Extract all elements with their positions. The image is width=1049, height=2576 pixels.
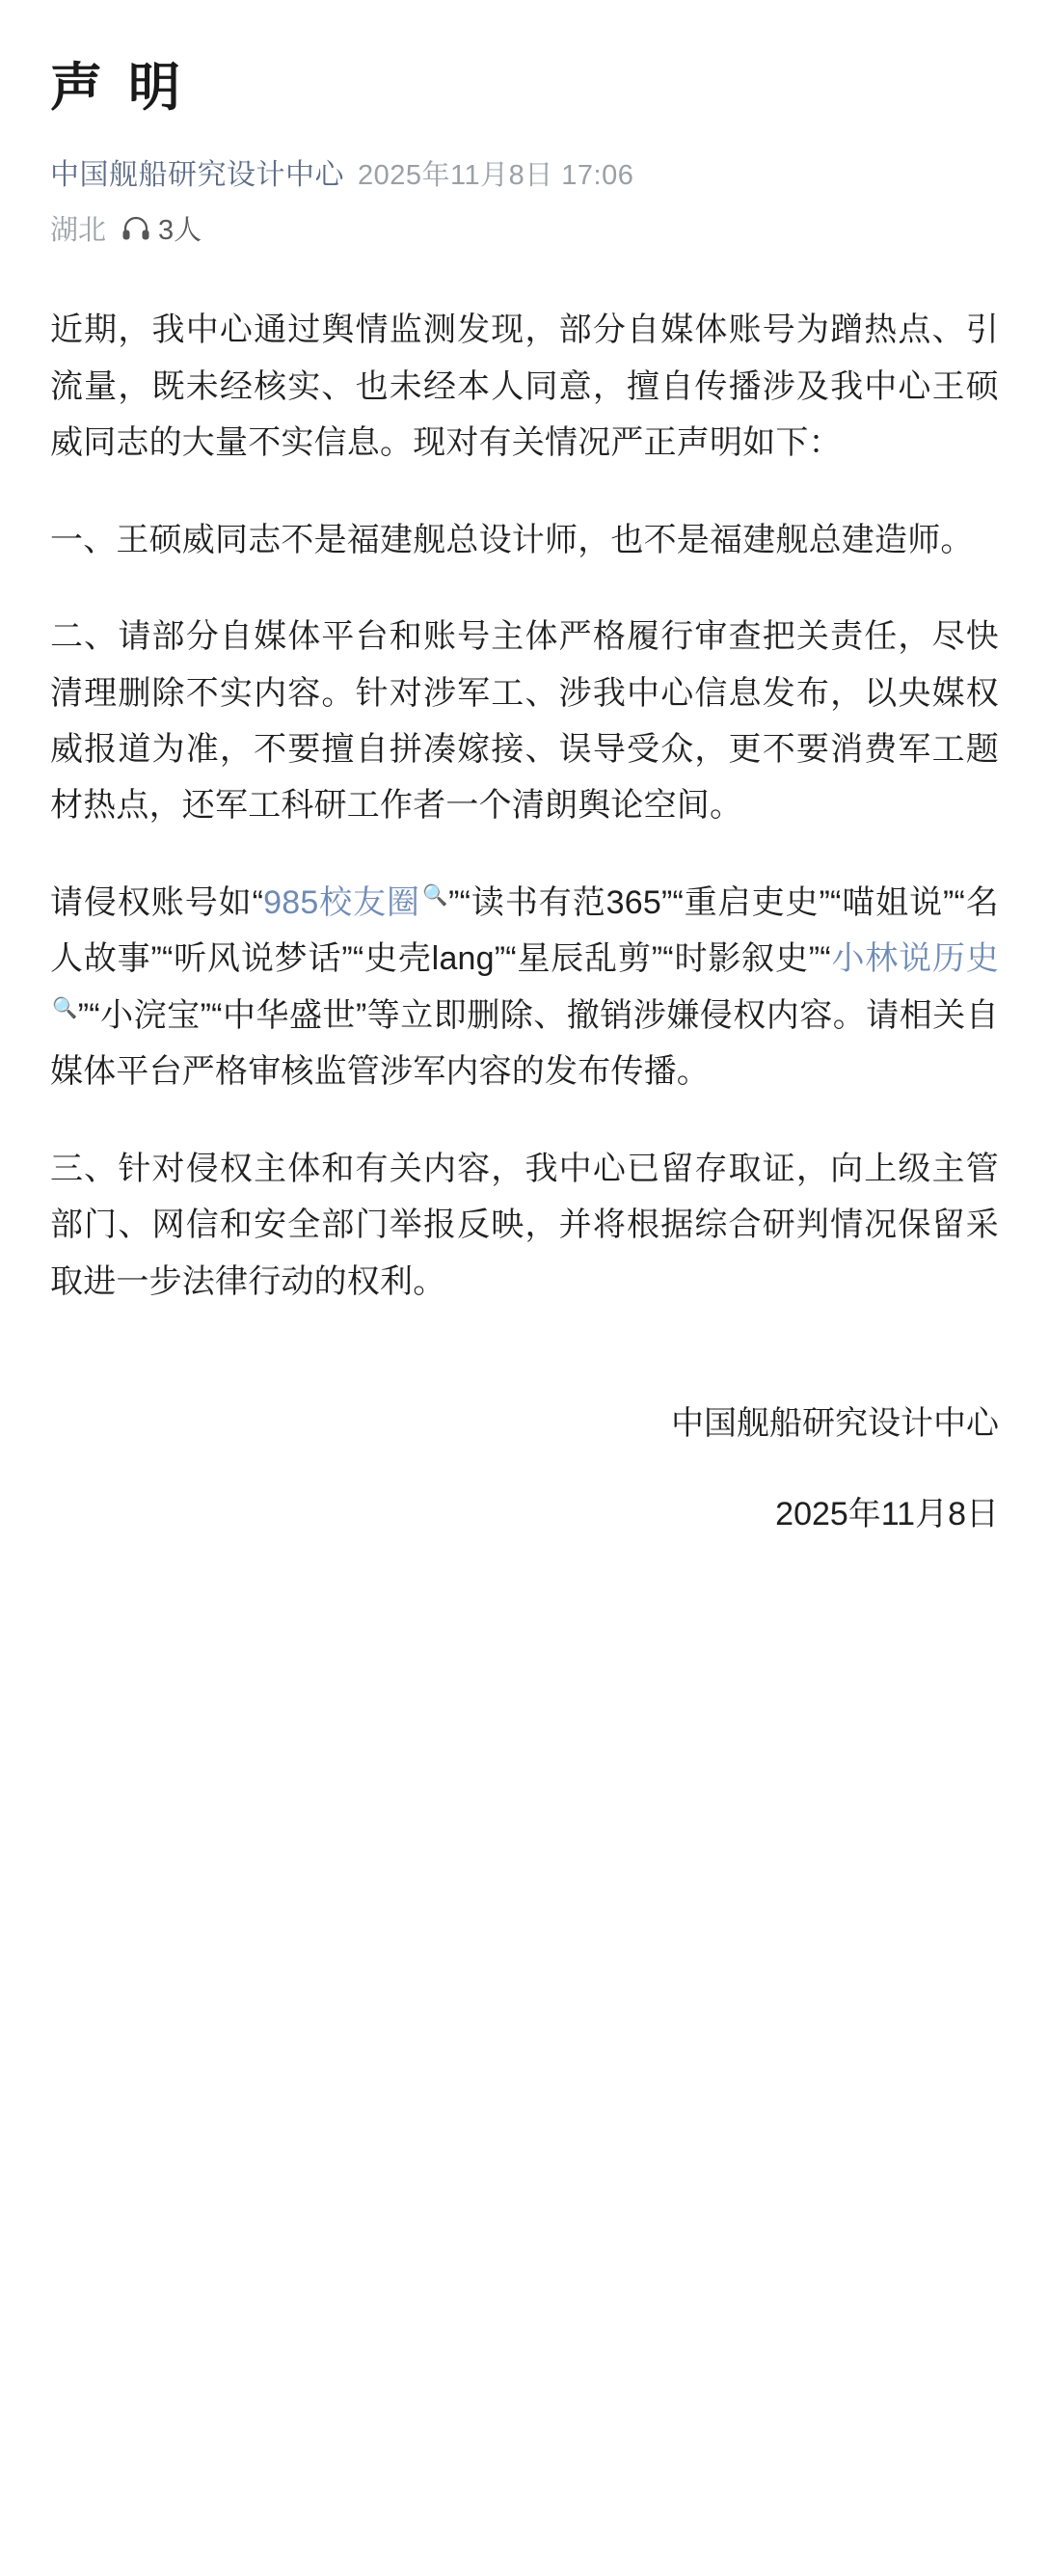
infringing-suffix: ”“小浣宝”“中华盛世”等立即删除、撤销涉嫌侵权内容。请相关自媒体平台严格审核监管涉军内容的发布传播。 [50,996,999,1091]
infringing-middle: ”“读书有范365”“重启吏史”“喵姐说”“名人故事”“听风说梦话”“史壳lang”“星辰乱剪”“时影叙史”“ [50,883,1000,978]
article-meta-primary [50,150,999,193]
paragraph-item-1: 一、王硕威同志不是福建舰总设计师，也不是福建舰总建造师。 [50,521,974,558]
listen-count-group[interactable] [121,208,202,248]
signature-date: 2025年11月8日 [775,1496,999,1533]
headphone-icon [121,216,150,241]
paragraph-infringing-accounts [50,875,999,1100]
link-account-xiaolin[interactable]: 小林说历史 [830,940,1000,978]
article-source[interactable]: 中国舰船研究设计中心 [50,159,344,192]
paragraph-intro: 近期，我中心通过舆情监测发现，部分自媒体账号为蹭热点、引流量，既未经核实、也未经本人同意，擅自传播涉及我中心王硕威同志的大量不实信息。现对有关情况严正声明如下： [50,312,999,462]
paragraph-item-2: 二、请部分自媒体平台和账号主体严格履行审查把关责任，尽快清理删除不实内容。针对涉军工、涉我中心信息发布，以央媒权威报道为准，不要擅自拼凑嫁接、误导受众，更不要消费军工题材热点，还军工科研工作者一个清朗舆论空间。 [50,618,999,825]
listen-count-label: 3人 [158,215,202,247]
signature-name: 中国舰船研究设计中心 [671,1405,999,1443]
signature-block [50,1396,999,1543]
article-timestamp: 2025年11月8日 17:06 [358,160,634,192]
search-icon-2[interactable]: 🔍 [52,996,78,1019]
article-meta-secondary [50,208,999,248]
infringing-prefix: 请侵权账号如“ [50,883,264,921]
page-title: 声 明 [50,59,187,117]
search-icon-1[interactable]: 🔍 [421,883,449,907]
link-account-985[interactable]: 985校友圈 [263,883,420,921]
article-body [50,302,999,1310]
paragraph-item-3: 三、针对侵权主体和有关内容，我中心已留存取证，向上级主管部门、网信和安全部门举报反映，并将根据综合研判情况保留采取进一步法律行动的权利。 [50,1150,999,1300]
article-location: 湖北 [50,215,107,247]
